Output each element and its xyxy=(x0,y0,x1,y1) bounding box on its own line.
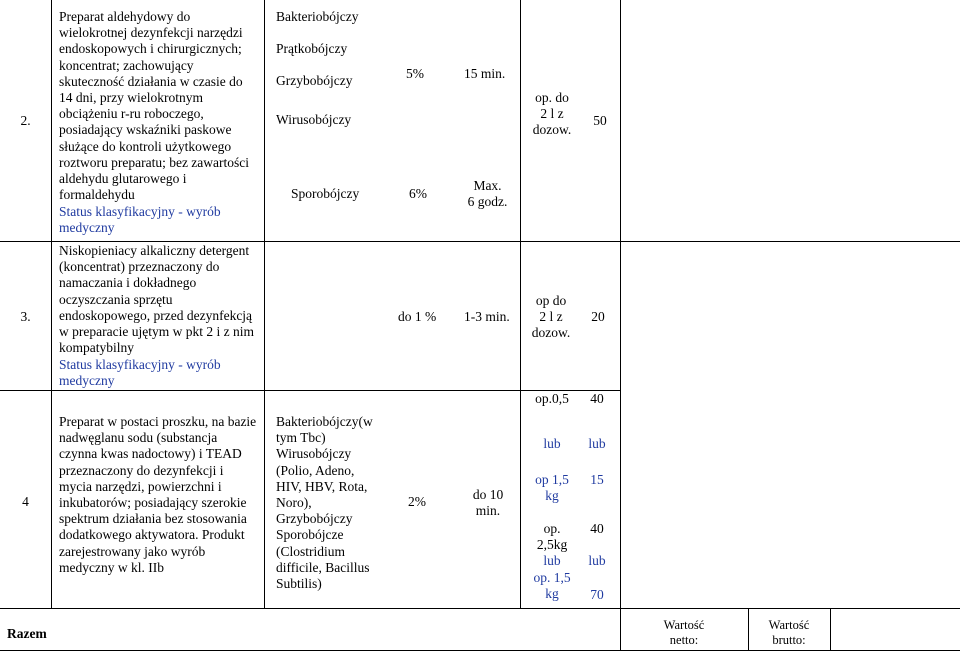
package-or: lub xyxy=(543,436,561,451)
activity-item: Bakteriobójczy xyxy=(276,9,359,24)
row-divider xyxy=(0,241,960,242)
quantity: 70 xyxy=(590,587,604,602)
activity-item: Wirusobójczy xyxy=(276,112,352,127)
quantity: 40 xyxy=(590,391,604,406)
status-text: Status klasyfikacyjny - wyrób medyczny xyxy=(59,204,221,236)
exposure-time: do 10 min. xyxy=(472,487,504,519)
quantity-or: lub xyxy=(588,553,606,568)
footer-divider xyxy=(620,608,960,609)
exposure-time: Max. 6 godz. xyxy=(467,178,508,210)
package-size: op. do 2 l z dozow. xyxy=(532,90,572,138)
total-label: Razem xyxy=(7,626,47,641)
package-size: op. 1,5 kg xyxy=(533,570,571,602)
product-description: Preparat w postaci proszku, na bazie nadwęglanu sodu (substancja czynna kwas nadoctowy) i TEAD przeznaczony do dezynfekcji i mycia narzędzi, powierzchni i inkubatorów; posiadający szerokie spektrum działania bez stosowania dodatkowego aktywatora. Produkt zarejestrowany jako wyrób medyczny w kl. IIb xyxy=(59,414,257,575)
activity-list: Bakteriobójczy(w tym Tbc) Wirusobójczy (Polio, Adeno, HIV, HBV, Rota, Noro), Grzybobójczy Sporobójcze (Clostridium difficile, Bacillus Subtilis) xyxy=(276,414,373,592)
activity-item: Prątkobójczy xyxy=(276,41,348,56)
concentration: 6% xyxy=(409,186,427,201)
net-value-label: Wartość netto: xyxy=(663,618,705,647)
concentration: 2% xyxy=(408,494,426,509)
quantity: 50 xyxy=(593,113,607,128)
col-divider xyxy=(620,0,621,651)
col-divider xyxy=(264,0,265,608)
net-value-cell xyxy=(720,610,747,649)
package-size: op do 2 l z dozow. xyxy=(531,293,571,341)
package-or: lub xyxy=(543,553,561,568)
quantity: 20 xyxy=(591,309,605,324)
concentration: 5% xyxy=(406,66,424,81)
activity-item: Sporobójczy xyxy=(291,186,360,201)
row-divider xyxy=(0,608,620,609)
exposure-time: 15 min. xyxy=(464,66,506,81)
quantity-or: lub xyxy=(588,436,606,451)
gross-value-cell xyxy=(831,610,959,649)
quantity: 15 xyxy=(590,472,604,487)
quantity: 40 xyxy=(590,521,604,536)
concentration: do 1 % xyxy=(398,309,437,324)
exposure-time: 1-3 min. xyxy=(464,309,510,324)
package-size: op. 2,5kg xyxy=(536,521,568,553)
row-number: 3. xyxy=(20,309,31,324)
gross-value-label: Wartość brutto: xyxy=(768,618,810,647)
row-number: 4 xyxy=(22,494,29,509)
product-description: Preparat aldehydowy do wielokrotnej dezynfekcji narzędzi endoskopowych i chirurgicznych; koncentrat; zachowujący skuteczność działania w czasie do 14 dni, przy wielokrotnym obciążeniu r-ru roboczego, posiadający wskaźniki paskowe służące do kontroli użytkowego roztworu preparatu; bez zawartości aldehydu glutarowego i formaldehydu xyxy=(59,9,250,203)
package-size: op.0,5 xyxy=(535,391,569,406)
row-number: 2. xyxy=(20,113,31,128)
col-divider xyxy=(51,0,52,608)
product-description: Niskopieniacy alkaliczny detergent (koncentrat) przeznaczony do namaczania i dokładnego oczyszczania sprzętu endoskopowego, przed dezynfekcją w preparacie ujętym w pkt 2 i z nim kompatybilny xyxy=(59,243,254,356)
activity-item: Grzybobójczy xyxy=(276,73,353,88)
package-size: op 1,5 kg xyxy=(535,472,569,504)
status-text: Status klasyfikacyjny - wyrób medyczny xyxy=(59,357,221,389)
